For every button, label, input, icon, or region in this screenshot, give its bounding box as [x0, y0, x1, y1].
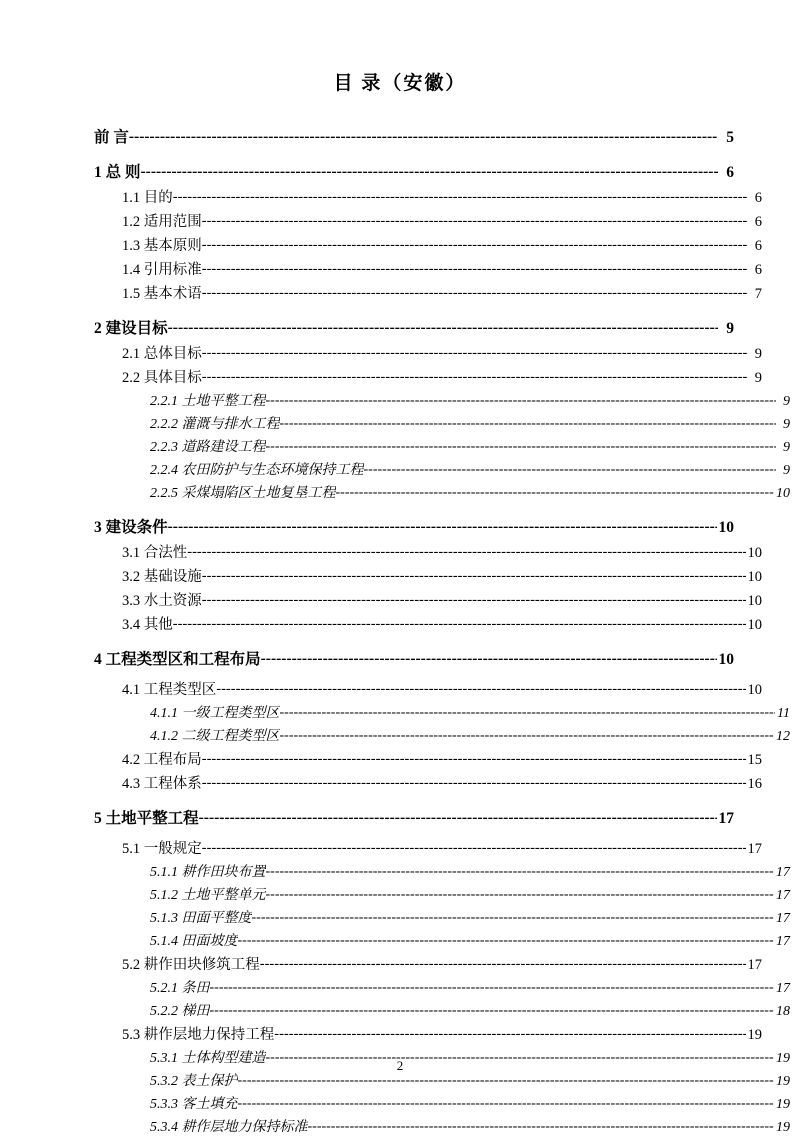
toc-entry-label: 5.2 耕作田块修筑工程 [122, 957, 260, 973]
toc-entry[interactable] [80, 459, 790, 479]
toc-entry[interactable] [80, 366, 762, 387]
toc-entry[interactable] [80, 748, 762, 769]
toc-entry-page: 9 [754, 370, 762, 386]
toc-entry-label: 2.2.1 土地平整工程 [150, 394, 266, 409]
toc-entry-label: 3.1 合法性 [122, 545, 188, 561]
toc-entry-label: 5.1.4 田面坡度 [150, 934, 238, 949]
toc-entry[interactable] [80, 1023, 762, 1044]
toc-entry-label: 5.2.1 条田 [150, 981, 210, 996]
toc-entry-page: 10 [776, 486, 790, 501]
toc-entry-label: 2 建设目标 [94, 320, 168, 337]
toc-entry-page: 10 [718, 519, 734, 536]
toc-entry[interactable] [80, 884, 790, 904]
toc-entry[interactable] [80, 1116, 790, 1136]
toc-leader-dashes [168, 518, 717, 536]
toc-entry[interactable] [80, 725, 790, 745]
toc-leader-dashes [202, 775, 746, 792]
toc-entry-label: 2.2.5 采煤塌陷区土地复垦工程 [150, 486, 336, 501]
toc-leader-dashes [210, 1003, 775, 1019]
toc-entry-page: 5 [726, 129, 734, 146]
table-of-contents [80, 125, 790, 1136]
toc-leader-dashes [202, 285, 748, 302]
toc-entry[interactable] [80, 977, 790, 997]
toc-leader-dashes [336, 485, 775, 501]
toc-leader-dashes [238, 1096, 775, 1112]
toc-entry-page: 10 [747, 593, 762, 609]
toc-entry-label: 2.1 总体目标 [122, 346, 202, 362]
toc-leader-dashes [202, 261, 748, 278]
toc-entry-page: 10 [747, 682, 762, 698]
toc-entry[interactable] [80, 436, 790, 456]
toc-leader-dashes [202, 345, 748, 362]
toc-leader-dashes [202, 213, 748, 230]
toc-entry-page: 17 [776, 888, 790, 903]
toc-leader-dashes [216, 681, 745, 698]
toc-entry[interactable] [80, 589, 762, 610]
toc-entry-page: 18 [776, 1004, 790, 1019]
toc-leader-dashes [280, 728, 775, 744]
toc-leader-dashes [274, 1026, 745, 1043]
toc-entry-page: 12 [776, 729, 790, 744]
toc-entry-label: 5.3 耕作层地力保持工程 [122, 1027, 275, 1043]
toc-entry[interactable] [80, 613, 762, 634]
toc-entry-page: 9 [783, 417, 790, 432]
toc-leader-dashes [238, 1073, 775, 1089]
toc-entry-label: 1.1 目的 [122, 190, 173, 206]
toc-entry-page: 6 [754, 190, 762, 206]
toc-leader-dashes [173, 189, 748, 206]
toc-entry-page: 19 [776, 1051, 790, 1066]
toc-entry[interactable] [80, 541, 762, 562]
toc-leader-dashes [364, 462, 777, 478]
toc-entry-page: 11 [777, 706, 790, 721]
toc-entry[interactable] [80, 316, 734, 338]
toc-entry-page: 17 [776, 865, 790, 880]
toc-entry[interactable] [80, 390, 790, 410]
toc-leader-dashes [261, 650, 717, 668]
toc-entry-label: 4.3 工程体系 [122, 776, 202, 792]
toc-entry-page: 16 [747, 776, 762, 792]
toc-entry-page: 10 [747, 545, 762, 561]
toc-leader-dashes [168, 319, 718, 337]
toc-entry-label: 5.1.2 土地平整单元 [150, 888, 266, 903]
toc-entry-label: 1.3 基本原则 [122, 238, 202, 254]
toc-leader-dashes [280, 416, 777, 432]
toc-leader-dashes [210, 980, 775, 996]
toc-entry-page: 17 [776, 911, 790, 926]
toc-entry-page: 15 [747, 752, 762, 768]
toc-leader-dashes [141, 163, 718, 181]
toc-leader-dashes [202, 568, 746, 585]
toc-entry[interactable] [80, 160, 734, 182]
toc-entry-page: 6 [754, 214, 762, 230]
toc-entry-page: 17 [747, 957, 762, 973]
toc-entry-page: 7 [754, 286, 762, 302]
toc-leader-dashes [280, 705, 776, 721]
toc-leader-dashes [202, 237, 748, 254]
toc-entry-label: 3 建设条件 [94, 519, 168, 536]
toc-entry-label: 1 总 则 [94, 164, 141, 181]
toc-entry-label: 3.4 其他 [122, 617, 173, 633]
toc-entry-page: 9 [754, 346, 762, 362]
toc-entry-page: 17 [776, 981, 790, 996]
toc-entry[interactable] [80, 953, 762, 974]
toc-entry[interactable] [80, 258, 762, 279]
toc-leader-dashes [266, 439, 777, 455]
toc-entry-label: 4.1 工程类型区 [122, 682, 217, 698]
toc-entry[interactable] [80, 837, 762, 858]
toc-entry-page: 9 [726, 320, 734, 337]
page-title: 目 录（安徽） [333, 73, 467, 94]
toc-entry-label: 1.4 引用标准 [122, 262, 202, 278]
toc-entry[interactable] [80, 1000, 790, 1020]
toc-entry[interactable] [80, 772, 762, 793]
toc-leader-dashes [129, 128, 718, 146]
toc-leader-dashes [202, 751, 746, 768]
toc-entry[interactable] [80, 234, 762, 255]
toc-entry-label: 5 土地平整工程 [94, 810, 199, 827]
toc-leader-dashes [266, 864, 775, 880]
toc-leader-dashes [202, 592, 746, 609]
toc-entry[interactable] [80, 907, 790, 927]
toc-leader-dashes [266, 887, 775, 903]
toc-entry-page: 9 [783, 440, 790, 455]
toc-entry[interactable] [80, 1093, 790, 1113]
toc-entry-label: 5.2.2 梯田 [150, 1004, 210, 1019]
toc-entry-label: 2.2.4 农田防护与生态环境保持工程 [150, 463, 364, 478]
toc-entry-label: 4.1.2 二级工程类型区 [150, 729, 280, 744]
toc-entry[interactable] [80, 282, 762, 303]
toc-entry[interactable] [80, 515, 734, 537]
toc-entry-label: 4.2 工程布局 [122, 752, 202, 768]
toc-entry-page: 19 [776, 1097, 790, 1112]
toc-entry-label: 5.3.2 表土保护 [150, 1074, 238, 1089]
toc-leader-dashes [266, 393, 777, 409]
toc-entry-label: 1.5 基本术语 [122, 286, 202, 302]
toc-leader-dashes [202, 840, 746, 857]
toc-entry-page: 6 [726, 164, 734, 181]
toc-entry-page: 6 [754, 262, 762, 278]
toc-entry[interactable] [80, 125, 734, 147]
toc-entry-label: 5.1 一般规定 [122, 841, 202, 857]
toc-entry-label: 1.2 适用范围 [122, 214, 202, 230]
toc-entry-label: 2.2.3 道路建设工程 [150, 440, 266, 455]
toc-entry-label: 4 工程类型区和工程布局 [94, 651, 261, 668]
toc-entry-page: 9 [783, 463, 790, 478]
toc-entry-label: 5.1.3 田面平整度 [150, 911, 252, 926]
toc-entry[interactable] [80, 210, 762, 231]
page-number-footer: 2 [396, 1058, 404, 1073]
toc-entry-page: 17 [776, 934, 790, 949]
toc-entry-label: 2.2 具体目标 [122, 370, 202, 386]
toc-entry-page: 10 [718, 651, 734, 668]
toc-entry[interactable] [80, 678, 762, 699]
toc-entry[interactable] [80, 482, 790, 502]
toc-leader-dashes [260, 956, 746, 973]
toc-entry[interactable] [80, 806, 734, 828]
toc-entry-label: 5.3.1 土体构型建造 [150, 1051, 266, 1066]
toc-leader-dashes [173, 616, 746, 633]
toc-entry[interactable] [80, 647, 734, 669]
toc-leader-dashes [187, 544, 745, 561]
toc-leader-dashes [202, 369, 748, 386]
toc-leader-dashes [308, 1119, 775, 1135]
toc-entry-label: 5.1.1 耕作田块布置 [150, 865, 266, 880]
toc-entry[interactable] [80, 186, 762, 207]
toc-entry-label: 5.3.4 耕作层地力保持标准 [150, 1120, 308, 1135]
toc-leader-dashes [238, 933, 775, 949]
toc-entry[interactable] [80, 861, 790, 881]
toc-entry[interactable] [80, 702, 790, 722]
toc-entry-page: 10 [747, 569, 762, 585]
toc-entry[interactable] [80, 342, 762, 363]
toc-entry-label: 5.3.3 客土填充 [150, 1097, 238, 1112]
toc-entry-page: 19 [776, 1074, 790, 1089]
toc-entry-page: 17 [718, 810, 734, 827]
toc-entry-page: 17 [747, 841, 762, 857]
toc-entry-page: 9 [783, 394, 790, 409]
toc-entry[interactable] [80, 413, 790, 433]
toc-entry[interactable] [80, 930, 790, 950]
toc-entry-page: 10 [747, 617, 762, 633]
toc-entry-page: 19 [747, 1027, 762, 1043]
toc-entry-label: 前 言 [94, 129, 129, 146]
toc-entry-label: 3.2 基础设施 [122, 569, 202, 585]
toc-entry-page: 19 [776, 1120, 790, 1135]
toc-entry[interactable] [80, 565, 762, 586]
toc-entry-label: 2.2.2 灌溉与排水工程 [150, 417, 280, 432]
toc-entry-page: 6 [754, 238, 762, 254]
toc-entry-label: 4.1.1 一级工程类型区 [150, 706, 280, 721]
toc-entry-label: 3.3 水土资源 [122, 593, 202, 609]
toc-leader-dashes [199, 809, 717, 827]
toc-leader-dashes [252, 910, 775, 926]
